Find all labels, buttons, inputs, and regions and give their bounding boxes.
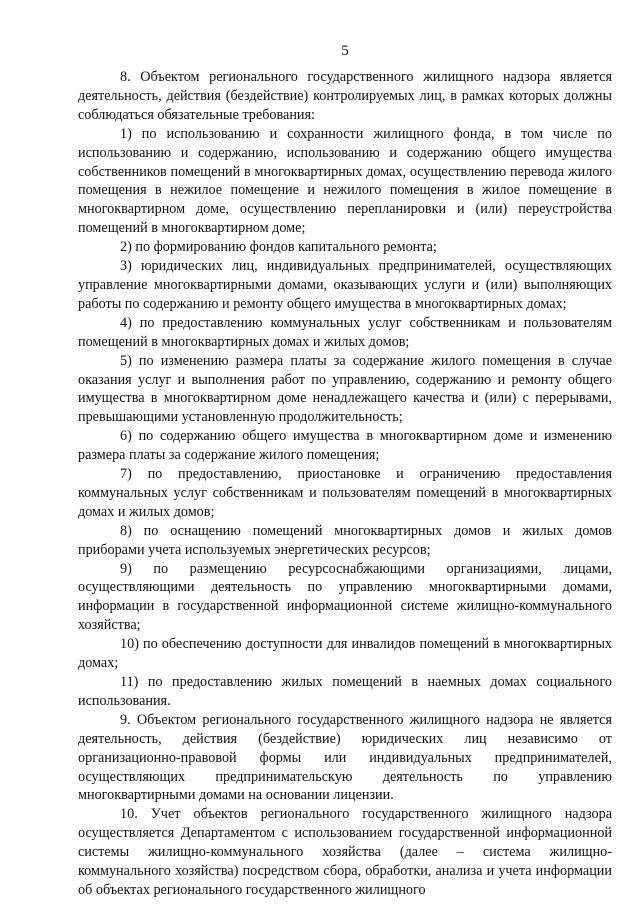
list-item-1-housing-fund: 1) по использованию и сохранности жилищного фонда, в том числе по использованию и содержанию, использованию и содержанию общего имущества собственников помещений в многоквартирных домах, осуществлению перевода жилого помещения в нежилое помещение и нежилого помещения в жилое помещение в многоквартирном доме, осуществлению перепланировки и (или) переустройства помещений в многоквартирном доме; bbox=[78, 125, 612, 237]
list-item-11-social-housing: 11) по предоставлению жилых помещений в наемных домах социального использования. bbox=[78, 674, 612, 709]
list-item-7-service-suspension: 7) по предоставлению, приостановке и ограничению предоставления коммунальных услуг собственникам и пользователям помещений в многоквартирных домах и жилых домов; bbox=[78, 466, 612, 520]
list-item-9-information-system: 9) по размещению ресурсоснабжающими организациями, лицами, осуществляющими деятельность по управлению многоквартирными домами, информации в государственной информационной системе жилищно-коммунального хозяйства; bbox=[78, 560, 612, 634]
list-item-8-metering-devices: 8) по оснащению помещений многоквартирных домов и жилых домов приборами учета используемых энергетических ресурсов; bbox=[78, 522, 612, 558]
list-item-3-management-companies: 3) юридических лиц, индивидуальных предпринимателей, осуществляющих управление многоквартирными домами, оказывающих услуги и (или) выполняющих работы по содержанию и ремонту общего имущества в многоквартирных домах; bbox=[78, 258, 612, 312]
list-item-6-common-property: 6) по содержанию общего имущества в многоквартирном доме и изменению размера платы за содержание жилого помещения; bbox=[78, 428, 612, 464]
list-item-2-capital-repair-funds: 2) по формированию фондов капитального ремонта; bbox=[120, 239, 437, 256]
list-item-5-payment-change: 5) по изменению размера платы за содержание жилого помещения в случае оказания услуг и выполнения работ по управлению, содержанию и ремонту общего имущества в многоквартирном доме ненадлежащего качества и (или) с перерывами, превышающими установленную продолжительность; bbox=[78, 352, 612, 426]
list-item-10-accessibility: 10) по обеспечению доступности для инвалидов помещений в многоквартирных домах; bbox=[78, 636, 612, 672]
paragraph-8-object-of-supervision: 8. Объектом регионального государственного жилищного надзора является деятельность, действия (бездействие) контролируемых лиц, в рамках которых должны соблюдаться обязательные требования: bbox=[78, 69, 612, 123]
paragraph-9-exclusion: 9. Объектом регионального государственного жилищного надзора не является деятельность, действия (бездействие) юридических лиц независимо от организационно-правовой формы или индивидуальных предпринимателей, осуществляющих предпринимательскую деятельность по управлению многоквартирными домами на основании лицензии. bbox=[78, 711, 612, 804]
page-number: 5 bbox=[341, 43, 349, 59]
paragraph-10-accounting: 10. Учет объектов регионального государственного жилищного надзора осуществляется Департаментом с использованием государственной информационной системы жилищно-коммунального хозяйства (далее – система жилищно-коммунального хозяйства) посредством сбора, обработки, анализа и учета информации об объектах регионального государственного жилищного bbox=[78, 806, 612, 898]
document-page bbox=[78, 0, 612, 900]
list-item-4-utility-services: 4) по предоставлению коммунальных услуг собственникам и пользователям помещений в многоквартирных домах и жилых домов; bbox=[78, 314, 612, 350]
